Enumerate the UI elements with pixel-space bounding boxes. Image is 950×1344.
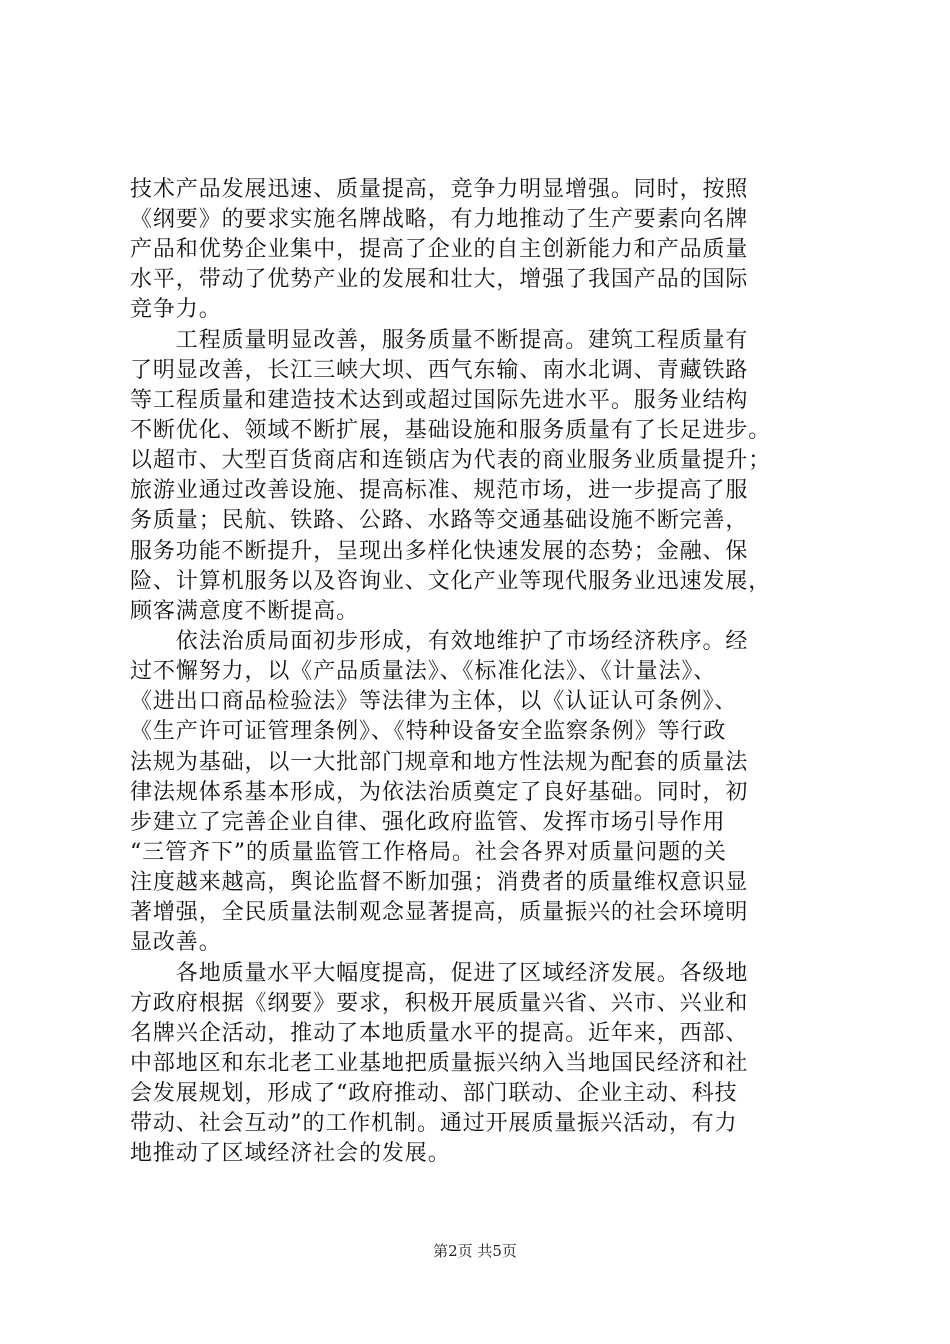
body-text-line: 不断优化、领域不断扩展，基础设施和服务质量有了长足进步。 [130, 418, 772, 443]
body-text-line: 水平，带动了优势产业的发展和壮大，增强了我国产品的国际 [130, 267, 749, 292]
body-text-line: 名牌兴企活动，推动了本地质量水平的提高。近年来，西部、 [130, 1021, 749, 1046]
body-text-line: “三管齐下”的质量监管工作格局。社会各界对质量问题的关 [130, 840, 727, 865]
body-text-line: 旅游业通过改善设施、提高标准、规范市场，进一步提高了服 [130, 478, 749, 503]
body-text-line: 依法治质局面初步形成，有效地维护了市场经济秩序。经 [130, 629, 749, 654]
page-number-footer: 第2页 共5页 [433, 1242, 517, 1260]
body-text-line: 以超市、大型百货商店和连锁店为代表的商业服务业质量提升； [130, 448, 772, 473]
body-text-line: 步建立了完善企业自律、强化政府监管、发挥市场引导作用 [130, 810, 726, 835]
body-text-line: 《进出口商品检验法》等法律为主体，以《认证认可条例》、 [130, 689, 738, 714]
body-text-line: 等工程质量和建造技术达到或超过国际先进水平。服务业结构 [130, 388, 749, 413]
body-text-line: 《生产许可证管理条例》、《特种设备安全监察条例》等行政 [130, 719, 727, 744]
body-text-line: 险、计算机服务以及咨询业、文化产业等现代服务业迅速发展， [130, 569, 772, 594]
body-text-line: 技术产品发展迅速、质量提高，竞争力明显增强。同时，按照 [130, 177, 749, 202]
body-text-line: 《纲要》的要求实施名牌战略，有力地推动了生产要素向名牌 [130, 207, 749, 232]
body-text-line: 地推动了区域经济社会的发展。 [130, 1141, 451, 1166]
body-text-line: 服务功能不断提升，呈现出多样化快速发展的态势；金融、保 [130, 539, 749, 564]
body-text-line: 法规为基础，以一大批部门规章和地方性法规为配套的质量法 [130, 750, 749, 775]
body-text-line: 过不懈努力，以《产品质量法》、《标准化法》、《计量法》、 [130, 659, 717, 684]
body-text-line: 产品和优势企业集中，提高了企业的自主创新能力和产品质量 [130, 237, 749, 262]
body-text-line: 律法规体系基本形成，为依法治质奠定了良好基础。同时，初 [130, 780, 749, 805]
body-text-line: 工程质量明显改善，服务质量不断提高。建筑工程质量有 [130, 328, 749, 353]
body-text-line: 竞争力。 [130, 297, 222, 322]
body-text-line: 各地质量水平大幅度提高，促进了区域经济发展。各级地 [130, 961, 749, 986]
body-text-line: 务质量；民航、铁路、公路、水路等交通基础设施不断完善， [130, 508, 749, 533]
body-text-line: 显改善。 [130, 930, 222, 955]
body-text-line: 顾客满意度不断提高。 [130, 599, 360, 624]
body-text-line: 方政府根据《纲要》要求，积极开展质量兴省、兴市、兴业和 [130, 991, 749, 1016]
body-text-line: 中部地区和东北老工业基地把质量振兴纳入当地国民经济和社 [130, 1051, 749, 1076]
body-text-line: 注度越来越高，舆论监督不断加强；消费者的质量维权意识显 [130, 870, 749, 895]
body-text-line: 著增强，全民质量法制观念显著提高，质量振兴的社会环境明 [130, 900, 749, 925]
body-text-line: 了明显改善，长江三峡大坝、西气东输、南水北调、青藏铁路 [130, 358, 749, 383]
body-text-line: 会发展规划，形成了“政府推动、部门联动、企业主动、科技 [130, 1081, 738, 1106]
body-text-line: 带动、社会互动”的工作机制。通过开展质量振兴活动，有力 [130, 1111, 738, 1136]
